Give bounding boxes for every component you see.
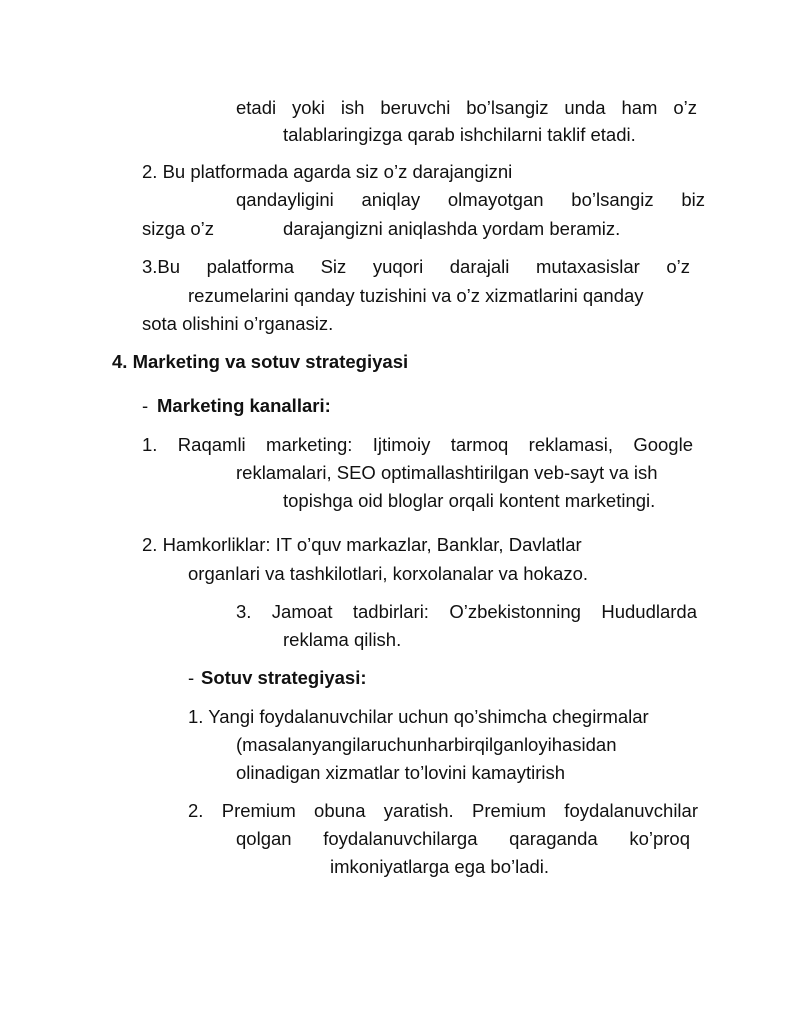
list-item-line: 3. Jamoat tadbirlari: O’zbekistonning Hududlarda [236,601,697,622]
subheading-marketing-channels: Marketing kanallari: [157,395,331,416]
list-item-line: qolgan foydalanuvchilarga qaraganda ko’proq [236,828,690,849]
list-item-line: organlari va tashkilotlari, korxolanalar va hokazo. [188,563,589,584]
section-heading: 4. Marketing va sotuv strategiyasi [112,351,409,372]
list-item-line: rezumelarini qanday tuzishini va o’z xizmatlarini qanday [188,285,644,306]
list-item-line: 1. Yangi foydalanuvchilar uchun qo’shimcha chegirmalar [188,706,649,727]
subheading-sales-strategy: Sotuv strategiyasi: [201,667,367,688]
subheading-dash: - [142,395,149,416]
list-item-line: 3.Bu palatforma Siz yuqori darajali mutaxasislar o’z [142,256,690,277]
list-item-line: 2. Premium obuna yaratish. Premium foydalanuvchilar [188,800,698,821]
paragraph-line: talablaringizga qarab ishchilarni taklif etadi. [283,124,636,145]
list-item-line: olinadigan xizmatlar to’lovini kamaytirish [236,762,566,783]
list-item-line: reklamalari, SEO optimallashtirilgan veb-sayt va ish [236,462,658,483]
list-item-line: qandayligini aniqlay olmayotgan bo’lsangiz biz [236,189,705,210]
list-item-line: darajangizni aniqlashda yordam beramiz. [283,218,621,239]
list-item-line: reklama qilish. [283,629,402,650]
list-item-line: imkoniyatlarga ega bo’ladi. [330,856,550,877]
paragraph-line: etadi yoki ish beruvchi bo’lsangiz unda ham o’z [236,97,697,118]
list-item-line: sizga o’z [142,218,214,239]
list-item-line: 2. Hamkorliklar: IT o’quv markazlar, Banklar, Davlatlar [142,534,582,555]
list-item-line: 1. Raqamli marketing: Ijtimoiy tarmoq reklamasi, Google [142,434,693,455]
list-item-line: sota olishini o’rganasiz. [142,313,334,334]
list-item-line: 2. Bu platformada agarda siz o’z darajangizni [142,161,513,182]
list-item-line: (masalanyangilaruchunharbirqilganloyihasidan [236,734,617,755]
list-item-line: topishga oid bloglar orqali kontent marketingi. [283,490,656,511]
subheading-dash: - [188,667,195,688]
